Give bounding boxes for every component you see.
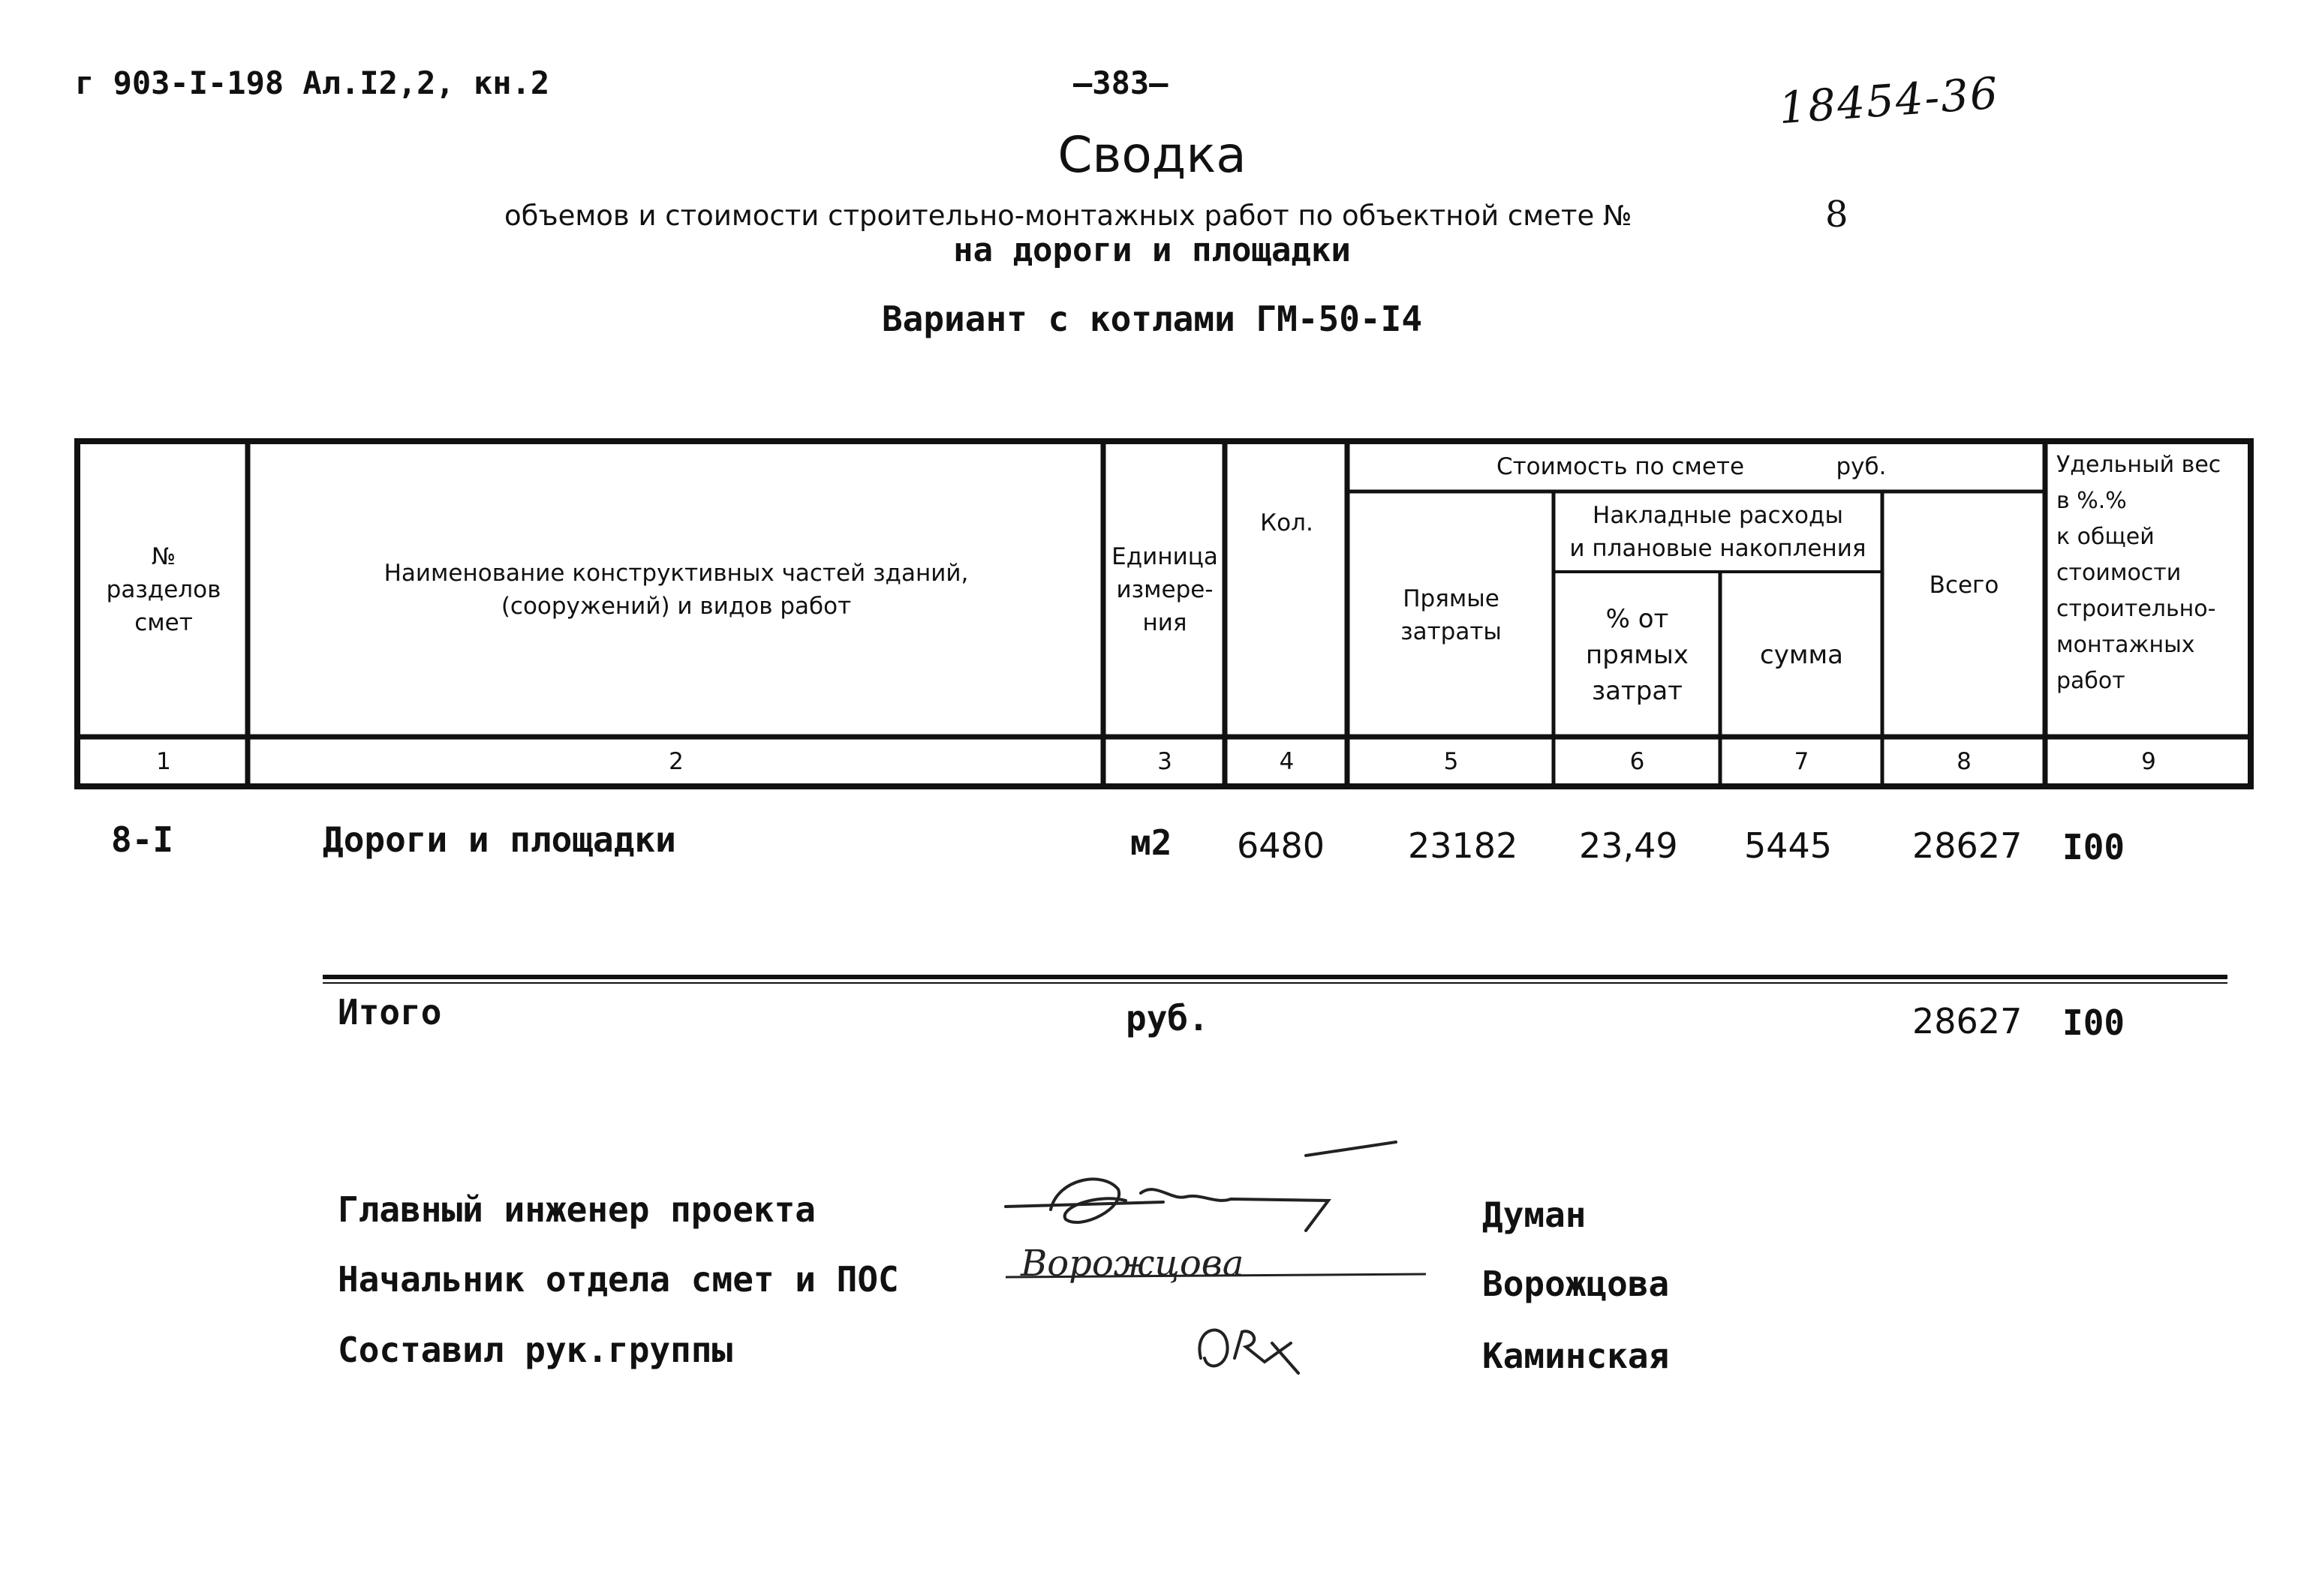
- signature-name-chief-engineer: Думан: [1482, 1195, 1587, 1235]
- column-number: 3: [1157, 748, 1172, 775]
- header-overhead-sum: сумма: [1760, 639, 1843, 670]
- header-overhead-percent: % от прямых затрат: [1586, 603, 1689, 707]
- header-section-number: № разделов смет: [106, 543, 221, 636]
- totals-share: I00: [2062, 1002, 2125, 1043]
- header-quantity: Кол.: [1260, 509, 1313, 537]
- document-reference: г 903-I-198 Ал.I2,2, кн.2: [75, 65, 550, 101]
- handwritten-number: 18454-36: [1776, 67, 2001, 134]
- signature-name-compiler: Каминская: [1482, 1336, 1670, 1376]
- signature-stroke-2: [1051, 1179, 1126, 1222]
- header-cost-unit: руб.: [1836, 452, 1887, 480]
- totals-label: Итого: [338, 992, 442, 1032]
- column-number: 6: [1629, 748, 1645, 775]
- page-number: —383—: [1073, 65, 1169, 101]
- row-name: Дороги и площадки: [323, 819, 676, 860]
- header-cost-group: Стоимость по смете: [1496, 452, 1745, 480]
- signature-stroke-6: [1235, 1331, 1298, 1373]
- row-overhead-sum: 5445: [1744, 825, 1833, 866]
- signature-stroke-4: [1306, 1142, 1396, 1156]
- row-quantity: 6480: [1237, 825, 1325, 866]
- column-number: 8: [1957, 748, 1972, 775]
- header-overhead-group: Накладные расходы и плановые накопления: [1569, 501, 1866, 562]
- signature-title-department-head: Начальник отдела смет и ПОС: [338, 1259, 899, 1300]
- estimate-number: 8: [1825, 194, 1848, 236]
- document-title: Сводка: [1057, 126, 1247, 184]
- column-number: 4: [1279, 748, 1295, 775]
- header-work-name: Наименование конструктивных частей зданий, (сооружений) и видов работ: [383, 559, 969, 620]
- object-name: на дороги и площадки: [953, 231, 1351, 269]
- column-number: 2: [669, 748, 684, 775]
- column-number: 9: [2141, 748, 2156, 775]
- totals-unit: руб.: [1126, 998, 1209, 1038]
- row-unit: м2: [1130, 822, 1172, 863]
- column-number: 5: [1443, 748, 1459, 775]
- row-overhead-percent: 23,49: [1579, 825, 1678, 866]
- header-unit: Единица измере- ния: [1111, 543, 1218, 636]
- row-direct-costs: 23182: [1408, 825, 1518, 866]
- signature-title-compiler: Составил рук.группы: [338, 1330, 733, 1370]
- signature-stroke-5: [1199, 1330, 1227, 1366]
- handwritten-signatures: [976, 1118, 1456, 1403]
- column-number: 1: [156, 748, 171, 775]
- totals-total: 28627: [1912, 1001, 2023, 1041]
- row-share: I00: [2062, 827, 2125, 867]
- header-share: Удельный вес в %.% к общей стоимости строительно- монтажных работ: [2056, 452, 2221, 694]
- signature-handwriting: Ворожцова: [1021, 1243, 1244, 1285]
- header-total: Всего: [1929, 571, 1999, 599]
- row-section: 8-I: [111, 819, 174, 860]
- column-number: 7: [1794, 748, 1809, 775]
- variant-title: Вариант с котлами ГМ-50-I4: [881, 299, 1423, 339]
- header-direct-costs: Прямые затраты: [1400, 585, 1502, 645]
- signature-stroke-3: [1141, 1189, 1328, 1231]
- signature-name-department-head: Ворожцова: [1482, 1264, 1670, 1304]
- document-subtitle: объемов и стоимости строительно-монтажных работ по объектной смете №: [504, 200, 1632, 232]
- signature-title-chief-engineer: Главный инженер проекта: [338, 1189, 816, 1230]
- row-total: 28627: [1912, 825, 2023, 866]
